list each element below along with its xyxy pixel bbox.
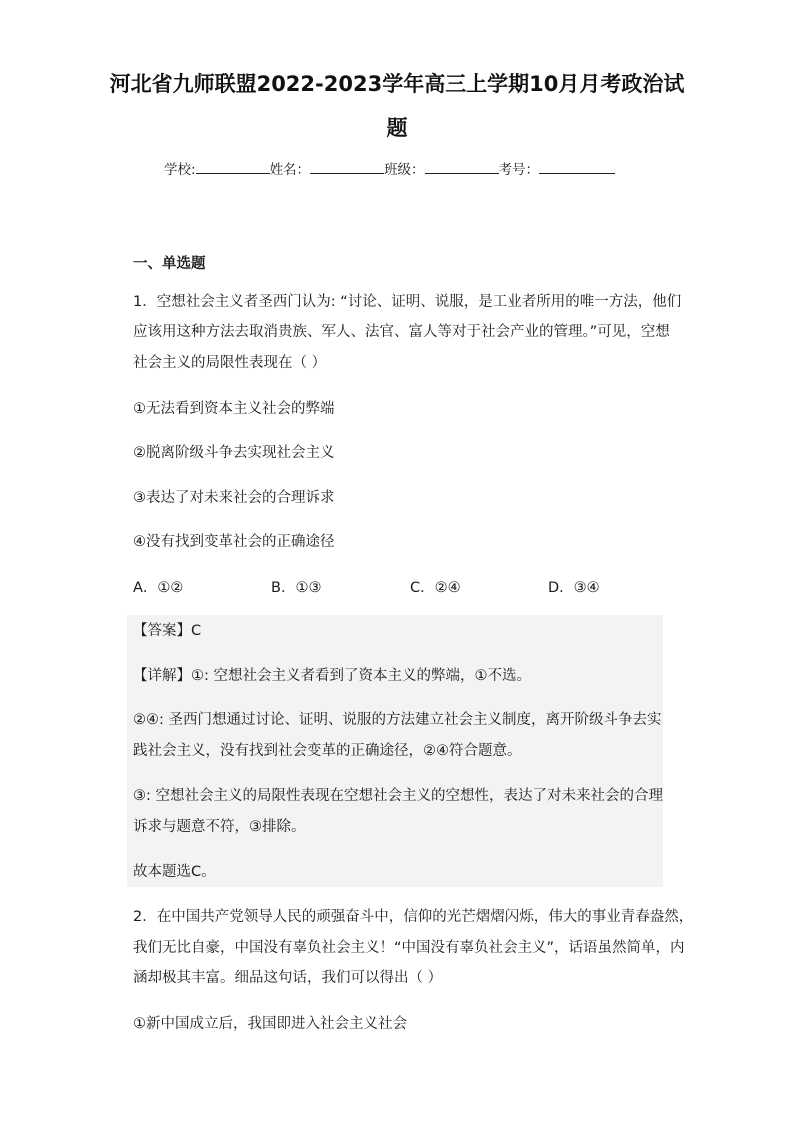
q1-option-a: A．①② — [133, 580, 184, 596]
q1-option-d: D．③④ — [548, 580, 600, 596]
school-blank — [196, 159, 270, 174]
q1-options — [133, 576, 693, 600]
class-label: 班级： — [384, 162, 425, 178]
q1-stem-line: 社会主义的局限性表现在（ ） — [133, 355, 327, 371]
q1-item: ③表达了对未来社会的合理诉求 — [133, 490, 335, 506]
q1-explanation-line: 故本题选C。 — [133, 864, 216, 880]
document-title-continued: 题 — [386, 116, 408, 140]
q2-stem-line: 我们无比自豪，中国没有辜负社会主义！“中国没有辜负社会主义”，话语虽然简单，内 — [133, 940, 685, 956]
q1-stem-line: 1．空想社会主义者圣西门认为: “讨论、证明、说服，是工业者所用的唯一方法，他们 — [133, 294, 682, 310]
q1-explanation-line: 践社会主义，没有找到社会变革的正确途径，②④符合题意。 — [133, 743, 522, 759]
q2-stem-line: 涵却极其丰富。细品这句话，我们可以得出（ ） — [133, 970, 443, 986]
q1-option-b: B．①③ — [271, 580, 322, 596]
q1-item: ①无法看到资本主义社会的弊端 — [133, 401, 335, 417]
student-info-line — [164, 158, 615, 178]
q1-item: ②脱离阶级斗争去实现社会主义 — [133, 445, 335, 461]
number-label: 考号： — [498, 162, 540, 178]
q1-explanation-line: 【详解】①: 空想社会主义者看到了资本主义的弊端，①不选。 — [133, 668, 531, 684]
q2-item: ①新中国成立后，我国即进入社会主义社会 — [133, 1016, 407, 1032]
number-blank — [539, 159, 615, 174]
q2-stem-line: 2．在中国共产党领导人民的顽强奋斗中，信仰的光芒熠熠闪烁，伟大的事业青春盎然， — [133, 909, 694, 925]
name-blank — [310, 159, 384, 174]
section-heading: 一、单选题 — [133, 256, 206, 272]
q1-option-c: C．②④ — [410, 580, 461, 596]
q1-explanation-line: ②④: 圣西门想通过讨论、证明、说服的方法建立社会主义制度，离开阶级斗争去实 — [133, 712, 662, 728]
name-label: 姓名： — [269, 162, 311, 178]
school-label: 学校: — [164, 162, 196, 178]
q1-explanation-line: ③: 空想社会主义的局限性表现在空想社会主义的空想性，表达了对未来社会的合理 — [133, 788, 663, 804]
q1-answer: 【答案】C — [133, 623, 202, 639]
document-title: 河北省九师联盟2022-2023学年高三上学期10月月考政治试 — [109, 72, 685, 96]
q1-stem-line: 应该用这种方法去取消贵族、军人、法官、富人等对于社会产业的管理。”可见，空想 — [133, 324, 670, 340]
q1-item: ④没有找到变革社会的正确途径 — [133, 534, 335, 550]
class-blank — [425, 159, 499, 174]
q1-explanation-line: 诉求与题意不符，③排除。 — [133, 819, 306, 835]
